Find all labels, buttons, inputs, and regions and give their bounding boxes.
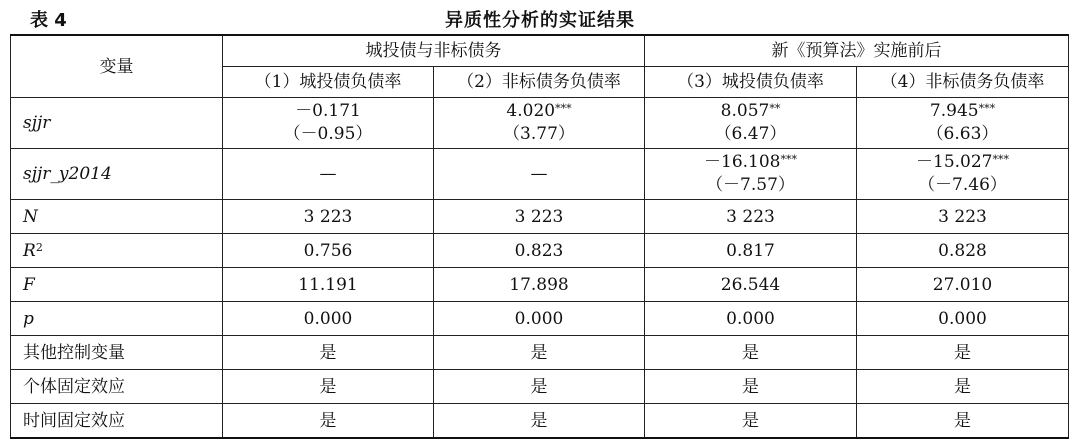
table-caption (0, 0, 1080, 34)
table-cell: 3 223 (645, 200, 857, 234)
table-cell: 0.000 (857, 302, 1069, 336)
table-row (11, 149, 1069, 200)
table-cell: 是 (645, 404, 857, 439)
row-label: N (11, 200, 223, 234)
table-cell: 是 (645, 370, 857, 404)
table-cell: 0.000 (223, 302, 434, 336)
table-row (11, 268, 1069, 302)
table-row (11, 200, 1069, 234)
row-label: sjjr (11, 98, 223, 149)
header-col-2: （2）非标债务负债率 (434, 67, 645, 98)
table-cell: 3 223 (223, 200, 434, 234)
row-label: sjjr_y2014 (11, 149, 223, 200)
table-row (11, 234, 1069, 268)
header-variable: 变量 (11, 35, 223, 98)
table-cell: 0.000 (645, 302, 857, 336)
table-cell: 0.756 (223, 234, 434, 268)
table-cell: －0.171 （－0.95） (223, 98, 434, 149)
table-cell: 是 (857, 404, 1069, 439)
table-row (11, 98, 1069, 149)
table-cell: 是 (857, 370, 1069, 404)
table-cell: 是 (434, 370, 645, 404)
table-cell: －15.027*** （－7.46） (857, 149, 1069, 200)
table-cell: 4.020*** （3.77） (434, 98, 645, 149)
row-label: F (11, 268, 223, 302)
table-cell: 是 (434, 404, 645, 439)
results-table (10, 34, 1069, 439)
table-cell: 0.000 (434, 302, 645, 336)
table-cell: 26.544 (645, 268, 857, 302)
table-cell: 3 223 (857, 200, 1069, 234)
table-cell: 8.057** （6.47） (645, 98, 857, 149)
table-cell: －16.108*** （－7.57） (645, 149, 857, 200)
row-label: 其他控制变量 (11, 336, 223, 370)
header-row-groups (11, 35, 1069, 67)
table-row (11, 336, 1069, 370)
table-row (11, 302, 1069, 336)
table-cell: 3 223 (434, 200, 645, 234)
table-cell: 0.817 (645, 234, 857, 268)
table-cell: 0.823 (434, 234, 645, 268)
header-col-4: （4）非标债务负债率 (857, 67, 1069, 98)
table-cell: 是 (223, 336, 434, 370)
table-title: 异质性分析的实证结果 (445, 10, 635, 31)
table-cell: 是 (645, 336, 857, 370)
header-col-1: （1）城投债负债率 (223, 67, 434, 98)
table-cell: 是 (223, 370, 434, 404)
row-label: 个体固定效应 (11, 370, 223, 404)
row-label: 时间固定效应 (11, 404, 223, 439)
table-cell: 是 (857, 336, 1069, 370)
table-cell: 17.898 (434, 268, 645, 302)
table-cell: 7.945*** （6.63） (857, 98, 1069, 149)
table-cell: 是 (223, 404, 434, 439)
table-number: 表 4 (30, 10, 67, 31)
table-cell: — (223, 149, 434, 200)
header-group-a: 城投债与非标债务 (223, 35, 645, 67)
row-label: p (11, 302, 223, 336)
table-cell: 11.191 (223, 268, 434, 302)
row-label: $R^2$ (11, 234, 223, 268)
table-cell: 0.828 (857, 234, 1069, 268)
table-cell: 27.010 (857, 268, 1069, 302)
table-cell: — (434, 149, 645, 200)
table-cell: 是 (434, 336, 645, 370)
table-row (11, 404, 1069, 439)
header-group-b: 新《预算法》实施前后 (645, 35, 1069, 67)
table-row (11, 370, 1069, 404)
header-col-3: （3）城投债负债率 (645, 67, 857, 98)
